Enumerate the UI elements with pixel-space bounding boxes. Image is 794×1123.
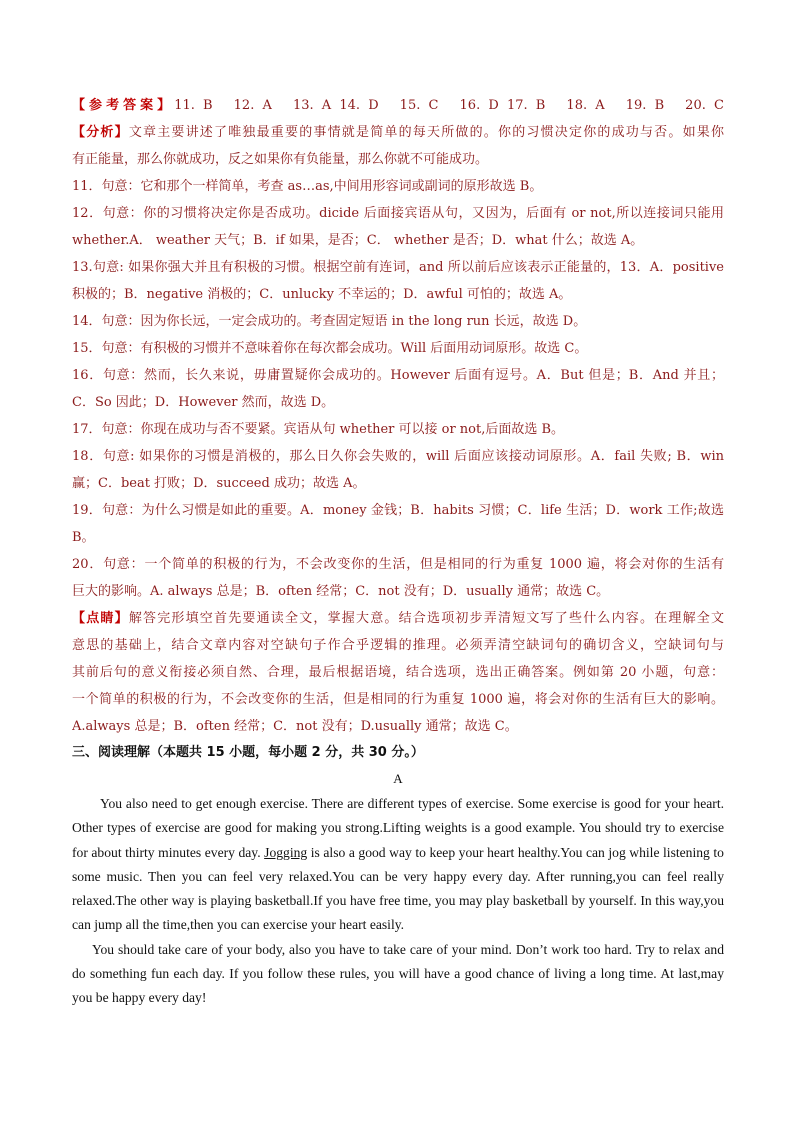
section-title: 三、阅读理解（本题共 15 小题，每小题 2 分，共 30 分。） [72,745,424,760]
passage-text: is also a good way to keep your heart healthy.You can jog while listening to some music. Then you can feel very relaxed.You can be very happy every day. After running,you can feel really relaxed.The other way is playing basketball.If you have free time, you may play basketball by yourself. In this way,you can jump all the time,then you can exercise your heart easily. [72,844,724,933]
analysis-label: 【分析】 [72,125,129,140]
analysis-line-1 [72,119,724,146]
comment-text-1: 解答完形填空首先要通读全文，掌握大意。结合选项初步弄清短文写了些什么内容。在理解全文 [128,611,724,626]
comment-line-1 [72,605,724,632]
reading-passage [72,792,724,1011]
explanation-line: whether.A． weather 天气；B．if 如果，是否；C． whether 是否；D．what 什么；故选 A。 [72,233,644,248]
explanation-line: 15．句意：有积极的习惯并不意味着你在每次都会成功。Will 后面用动词原形。故选 C。 [72,341,588,356]
passage-paragraph-2: You should take care of your body, also you have to take care of your mind. Don’t work too hard. Try to relax and do something fun each day. If you follow these rules, you will have a good chance of living a long time. At last,may you be happy every day! [72,941,724,1006]
explanation-line: 14．句意：因为你长远，一定会成功的。考查固定短语 in the long run 长远，故选 D。 [72,314,587,329]
explanation-line: 赢；C．beat 打败；D．succeed 成功；故选 A。 [72,476,366,491]
explanation-line: 11．句意：它和那个一样简单，考查 as…as,中间用形容词或副词的原形故选 B。 [72,179,543,194]
explanation-line: 积极的；B．negative 消极的；C．unlucky 不幸运的；D．awful 可怕的；故选 A。 [72,287,572,302]
explanation-line: 12．句意：你的习惯将决定你是否成功。dicide 后面接宾语从句，又因为，后面有 or not,所以连接词只能用 [72,206,724,221]
explanation-line: 13.句意: 如果你强大并且有积极的习惯。根据空前有连词，and 所以前后应该表示正能量的，13．A．positive [72,260,724,275]
passage-paragraph-1 [72,792,724,938]
explanation-line: C．So 因此；D．However 然而，故选 D。 [72,395,335,410]
answer-key-label: 【参考答案】 [72,98,175,113]
analysis-line-2: 有正能量，那么你就成功，反之如果你有负能量，那么你就不可能成功。 [72,152,489,167]
underlined-word: Jogging [264,844,308,860]
analysis-text-1: 文章主要讲述了唯独最重要的事情就是简单的每天所做的。你的习惯决定你的成功与否。如果你 [128,125,724,140]
comment-line-2: 意思的基础上，结合文章内容对空缺句子作合乎逻辑的推理。必须弄清空缺词句的确切含义，空缺词句与 [72,638,724,653]
explanation-line: 19．句意：为什么习惯是如此的重要。A．money 金钱；B．habits 习惯；C．life 生活；D．work 工作;故选 [72,503,724,518]
explanation-line: 20．句意：一个简单的积极的行为，不会改变你的生活，但是相同的行为重复 1000 遍，将会对你的生活有 [72,557,724,572]
explanation-line: 18．句意: 如果你的习惯是消极的，那么日久你会失败的，will 后面应该接动词原形。A．fail 失败; B．win [72,449,724,464]
passage-text: You also need to get enough exercise. There are different types of exercise. Some exercise is good for your heart. Other types of exercise are good for making you strong.Lifting weights is a good example. You should try to exercise for about thirty minutes every day. [72,796,724,860]
comment-label: 【点睛】 [72,611,129,626]
explanation-line: 巨大的影响。A. always 总是；B．often 经常；C．not 没有；D．usually 通常；故选 C。 [72,584,610,599]
explanation-line: 16．句意：然而，长久来说，毋庸置疑你会成功的。However 后面有逗号。A．But 但是；B．And 并且； [72,368,724,383]
comment-line-5: A.always 总是；B．often 经常；C．not 没有；D.usually 通常；故选 C。 [72,719,518,734]
document-page [72,92,724,1011]
passage-letter: A [393,771,403,786]
comment-line-4: 一个简单的积极的行为，不会改变你的生活，但是相同的行为重复 1000 遍，将会对你的生活有巨大的影响。 [72,692,724,707]
answer-key-text: 11. B 12. A 13. A 14. D 15. C 16. D 17. B 18. A 19. B 20. C [174,98,724,113]
answer-key-line [72,92,724,119]
explanation-line: 17．句意：你现在成功与否不要紧。宾语从句 whether 可以接 or not,后面故选 B。 [72,422,565,437]
explanation-line: B。 [72,530,95,545]
comment-line-3: 其前后句的意义衔接必须自然、合理，最后根据语境，结合选项，选出正确答案。例如第 20 小题，句意： [72,665,724,680]
